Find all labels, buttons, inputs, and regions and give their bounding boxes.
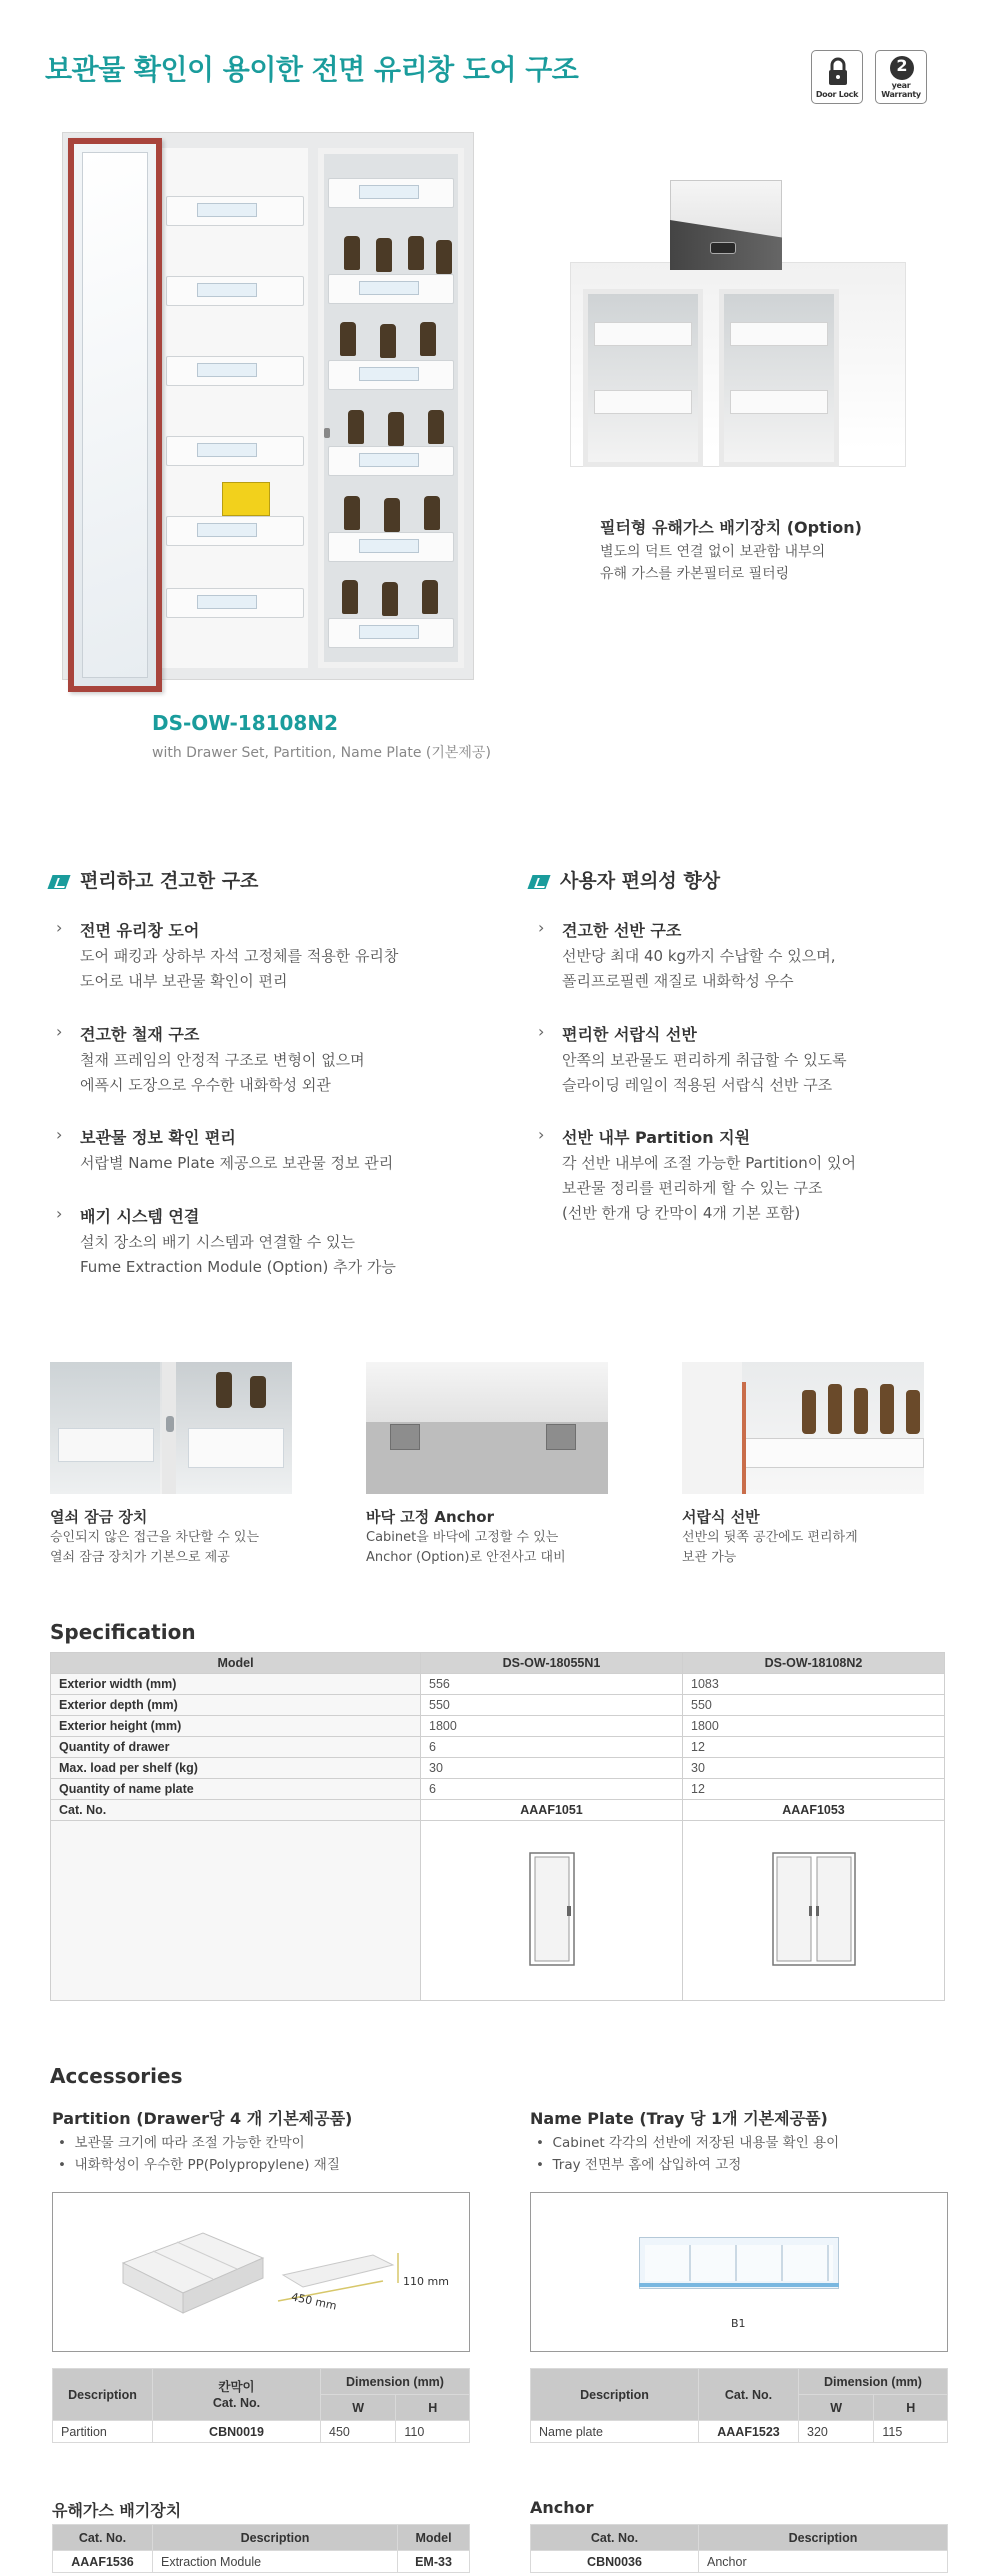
thumb-text: 선반의 뒷쪽 공간에도 편리하게 보관 가능 <box>682 1530 858 1565</box>
table-row: Cat. No. AAAF1051 AAAF1053 <box>51 1800 945 1821</box>
partition-bullets: • 보관물 크기에 따라 조절 가능한 칸막이 • 내화학성이 우수한 PP(Polypropylene) 재질 <box>58 2135 340 2173</box>
table-row: Partition CBN0019 450 110 <box>53 2421 470 2443</box>
nameplate-label: B1 <box>731 2317 746 2330</box>
nameplate-title: Name Plate (Tray 당 1개 기본제공품) <box>530 2109 828 2128</box>
feature-item: › 견고한 선반 구조 선반당 최대 40 kg까지 수납할 수 있으며, 폴리프로필렌 재질로 내화학성 우수 <box>538 918 836 990</box>
thumb-title: 열쇠 잠금 장치 <box>50 1508 148 1526</box>
table-row: Exterior width (mm) 556 1083 <box>51 1674 945 1695</box>
chevron-right-icon: › <box>56 918 63 937</box>
spec-table <box>50 1652 945 2001</box>
lock-icon <box>826 57 850 87</box>
table-row: AAAF1536 Extraction Module EM-33 <box>53 2551 470 2573</box>
thumb-text: Cabinet을 바닥에 고정할 수 있는 Anchor (Option)로 안전사고 대비 <box>366 1530 566 1565</box>
features-right-heading: 사용자 편의성 향상 <box>530 866 720 893</box>
chevron-right-icon: › <box>538 1125 545 1144</box>
features-left-heading: 편리하고 견고한 구조 <box>50 866 258 893</box>
door-lock-badge <box>811 50 863 104</box>
fume-module-title: 유해가스 배기장치 <box>52 2501 182 2520</box>
nameplate-image <box>530 2192 948 2352</box>
feature-item: › 전면 유리창 도어 도어 패킹과 상하부 자석 고정체를 적용한 유리창 도어로 내부 보관물 확인이 편리 <box>56 918 399 990</box>
thumb-title: 바닥 고정 Anchor <box>366 1508 494 1526</box>
table-row: Exterior height (mm) 1800 1800 <box>51 1716 945 1737</box>
badge-label: Door Lock <box>815 90 859 99</box>
accessories-heading: Accessories <box>50 2064 183 2088</box>
table-row: Quantity of drawer 6 12 <box>51 1737 945 1758</box>
page-title: 보관물 확인이 용이한 전면 유리창 도어 구조 <box>45 53 579 86</box>
feature-item: › 견고한 철재 구조 철재 프레임의 안정적 구조로 변형이 없으며 에폭시 도장으로 우수한 내화학성 외관 <box>56 1022 365 1094</box>
spec-col-header: DS-OW-18055N1 <box>421 1653 683 1674</box>
thumb-door-lock-image <box>50 1362 292 1494</box>
table-row: Exterior depth (mm) 550 550 <box>51 1695 945 1716</box>
fume-cabinet-image <box>570 262 906 467</box>
product-subtitle: with Drawer Set, Partition, Name Plate (기본제공) <box>152 745 491 761</box>
table-row: Max. load per shelf (kg) 30 30 <box>51 1758 945 1779</box>
table-row: Quantity of name plate 6 12 <box>51 1779 945 1800</box>
anchor-title: Anchor <box>530 2498 594 2517</box>
spec-col-header: DS-OW-18108N2 <box>683 1653 945 1674</box>
fume-option-desc-2: 유해 가스를 카본필터로 필터링 <box>600 566 790 582</box>
feature-item: › 보관물 정보 확인 편리 서랍별 Name Plate 제공으로 보관물 정보 관리 <box>56 1125 394 1172</box>
anchor-table: Cat. No. Description CBN0036 Anchor <box>530 2524 948 2573</box>
double-door-drawing <box>683 1821 945 2001</box>
spec-heading: Specification <box>50 1620 196 1644</box>
open-glass-door <box>68 138 162 692</box>
warranty-badge <box>875 50 927 104</box>
chevron-right-icon: › <box>56 1125 63 1144</box>
badge-label: year Warranty <box>881 81 921 99</box>
chevron-right-icon: › <box>56 1204 63 1223</box>
partition-dim-height: 110 mm <box>403 2275 449 2288</box>
door-handle <box>324 428 330 438</box>
check-section-icon <box>50 875 68 889</box>
partition-dim-length: 450 mm <box>290 2290 338 2313</box>
thumb-title: 서랍식 선반 <box>682 1508 760 1526</box>
fume-option-desc-1: 별도의 덕트 연결 없이 보관함 내부의 <box>600 544 826 560</box>
table-row: CBN0036 Anchor <box>531 2551 948 2573</box>
table-row: Name plate AAAF1523 320 115 <box>531 2421 948 2443</box>
check-section-icon <box>530 875 548 889</box>
partition-table: Description 칸막이 Cat. No. Dimension (mm) W H Partition CBN0019 450 110 <box>52 2368 470 2443</box>
table-row <box>51 1821 945 2001</box>
single-door-drawing <box>421 1821 683 2001</box>
thumb-anchor-image <box>366 1362 608 1494</box>
partition-image <box>52 2192 470 2352</box>
key-lock-icon <box>166 1416 174 1432</box>
spec-col-header: Model <box>51 1653 421 1674</box>
partition-title: Partition (Drawer당 4 개 기본제공품) <box>52 2109 353 2128</box>
chevron-right-icon: › <box>538 1022 545 1041</box>
warranty-number: 2 <box>896 56 908 75</box>
fume-switch-icon <box>710 242 736 254</box>
nameplate-bullets: • Cabinet 각각의 선반에 저장된 내용물 확인 용이 • Tray 전면부 홈에 삽입하여 고정 <box>536 2135 840 2173</box>
cabinet-left-interior <box>162 148 308 668</box>
nameplate-table: Description Cat. No. Dimension (mm) W H Name plate AAAF1523 320 115 <box>530 2368 948 2443</box>
chevron-right-icon: › <box>56 1022 63 1041</box>
thumb-drawer-shelf-image <box>682 1362 924 1494</box>
feature-item: › 편리한 서랍식 선반 안쪽의 보관물도 편리하게 취급할 수 있도록 슬라이딩 레일이 적용된 서랍식 선반 구조 <box>538 1022 847 1094</box>
chevron-right-icon: › <box>538 918 545 937</box>
feature-item: › 선반 내부 Partition 지원 각 선반 내부에 조절 가능한 Partition이 있어 보관물 정리를 편리하게 할 수 있는 구조 (선반 한개 당 칸막이 4개 기본 포함) <box>538 1125 856 1222</box>
fume-module-table: Cat. No. Description Model AAAF1536 Extraction Module EM-33 <box>52 2524 470 2573</box>
thumb-text: 승인되지 않은 접근을 차단할 수 있는 열쇠 잠금 장치가 기본으로 제공 <box>50 1530 260 1565</box>
fume-option-title: 필터형 유해가스 배기장치 (Option) <box>600 518 862 537</box>
product-model: DS-OW-18108N2 <box>152 711 339 735</box>
cabinet-right-glass-door <box>318 148 464 668</box>
feature-item: › 배기 시스템 연결 설치 장소의 배기 시스템과 연결할 수 있는 Fume Extraction Module (Option) 추가 가능 <box>56 1204 396 1276</box>
